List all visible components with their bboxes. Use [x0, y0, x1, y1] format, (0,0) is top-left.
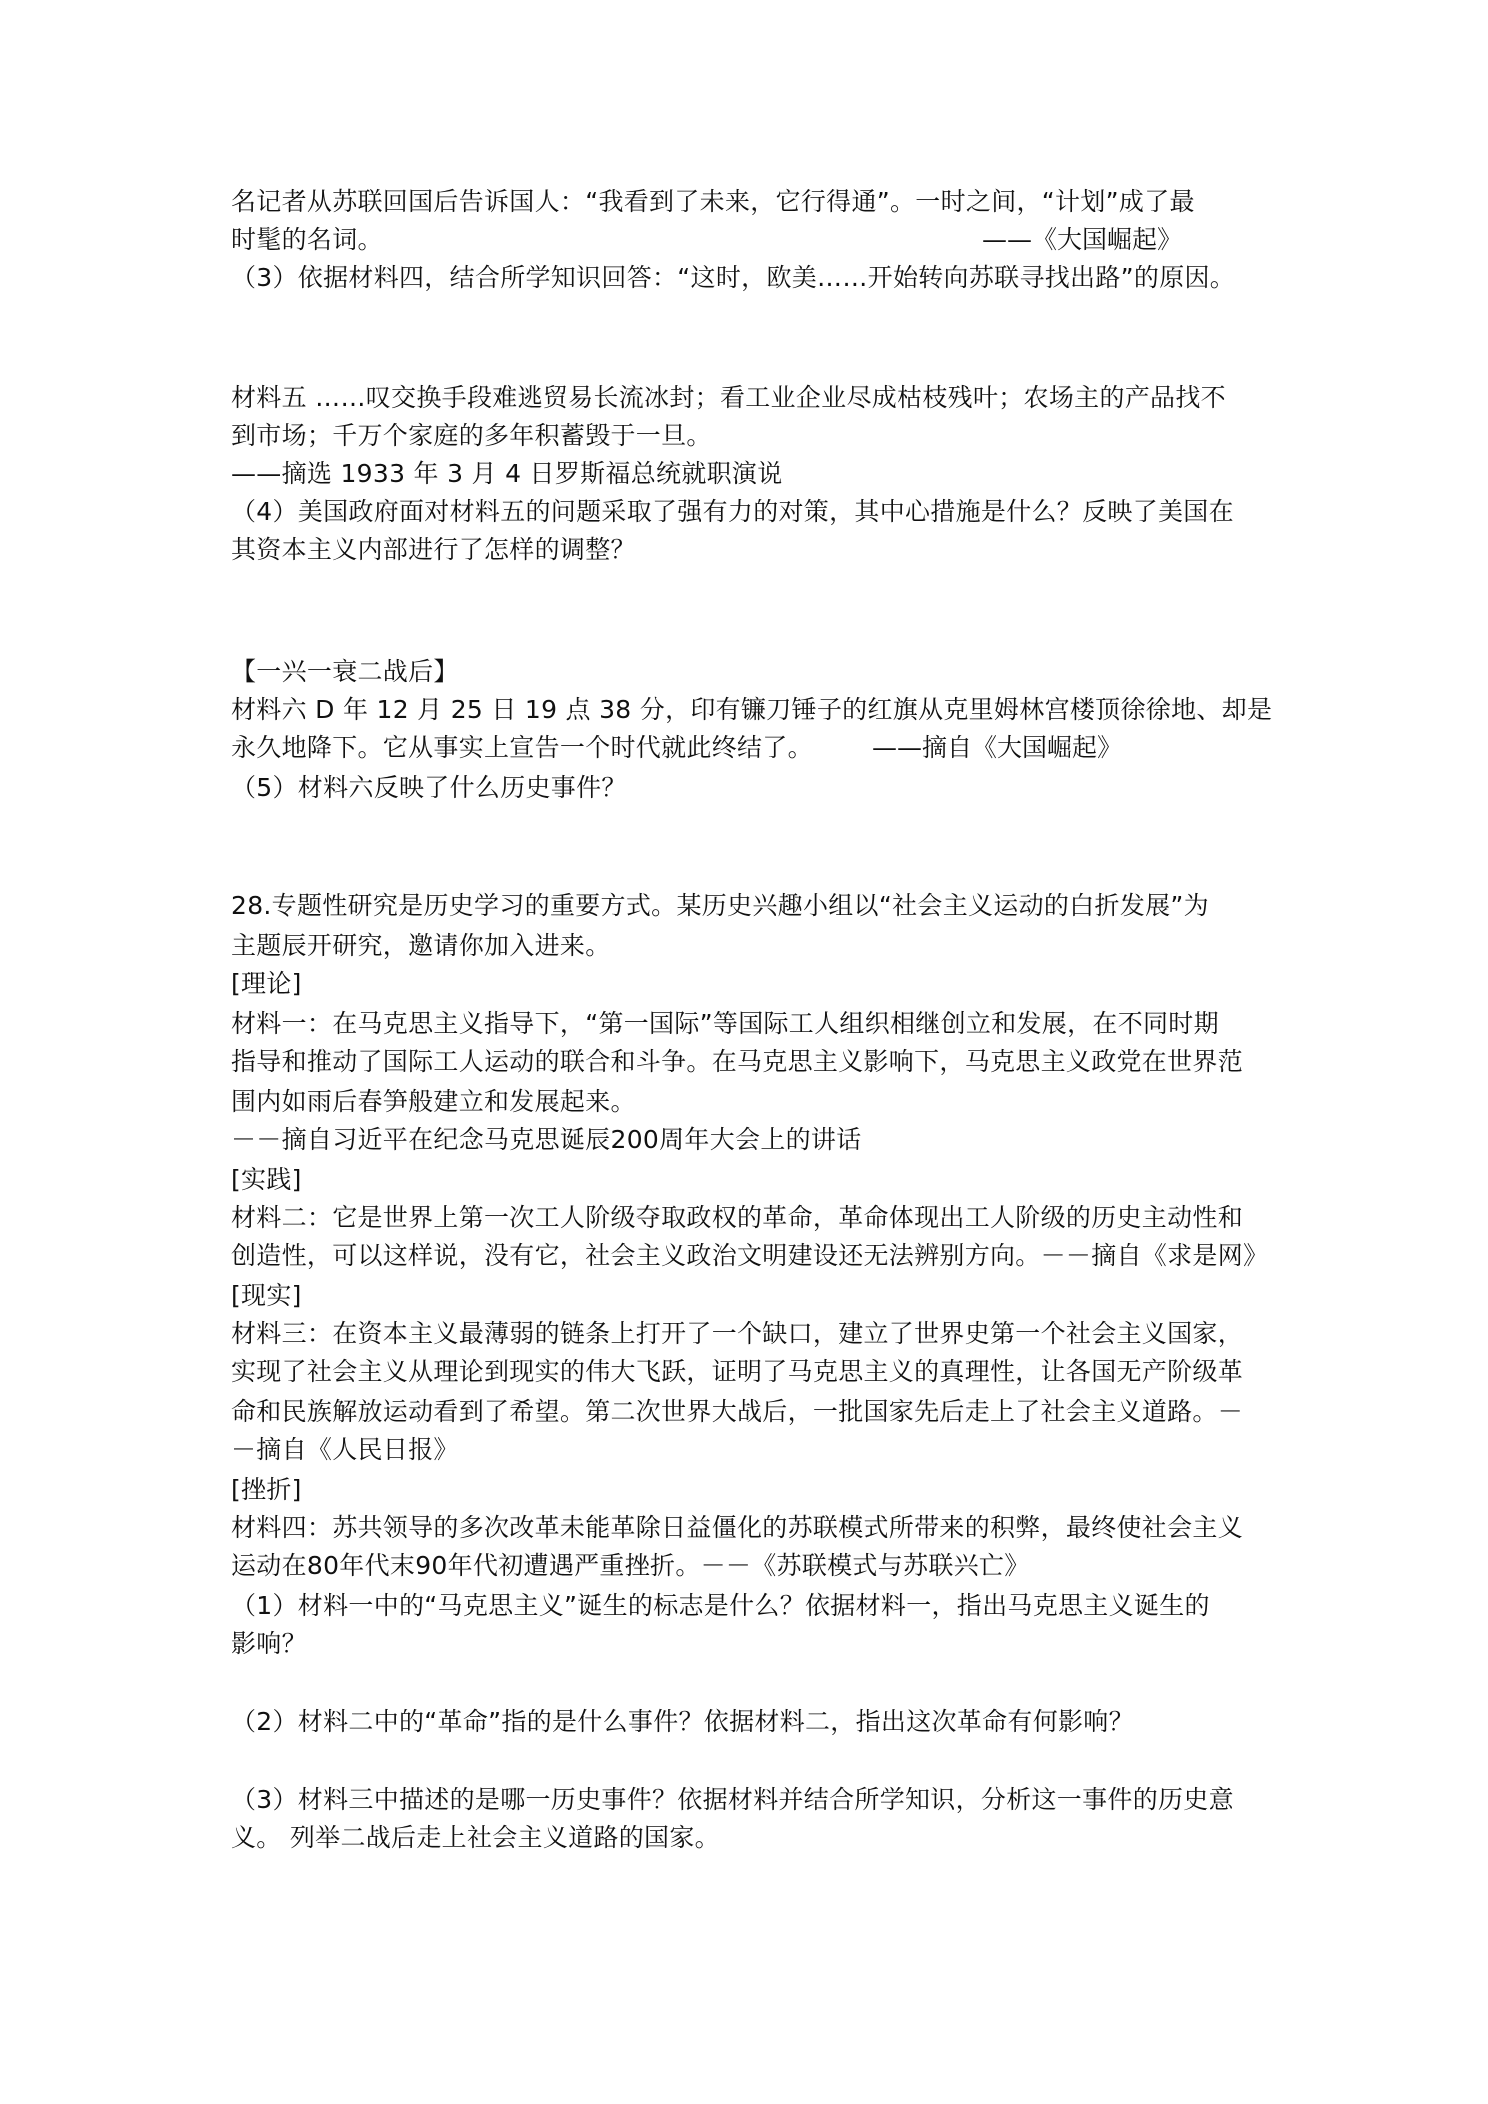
text-line: 命和民族解放运动看到了希望。第二次世界大战后，一批国家先后走上了社会主义道路。－ — [231, 1397, 1244, 1426]
text-line: 实现了社会主义从理论到现实的伟大飞跃，证明了马克思主义的真理性，让各国无产阶级革 — [231, 1357, 1244, 1386]
material-3: 材料三：在资本主义最薄弱的链条上打开了一个缺口，建立了世界史第一个社会主义国家， — [231, 1319, 1244, 1348]
material-6: 材料六 D 年 12 月 25 日 19 点 38 分，印有镰刀锤子的红旗从克里姆林宫楼顶徐徐地、却是 — [231, 695, 1273, 724]
question-28: 28.专题性研究是历史学习的重要方式。某历史兴趣小组以“社会主义运动的白折发展”为 — [231, 891, 1209, 920]
question-5: （5）材料六反映了什么历史事件？ — [231, 773, 627, 802]
material-1: 材料一：在马克思主义指导下，“第一国际”等国际工人组织相继创立和发展，在不同时期 — [231, 1009, 1219, 1038]
citation: ——《大国崛起》 — [982, 225, 1183, 254]
question-3: （3）材料三中描述的是哪一历史事件？依据材料并结合所学知识，分析这一事件的历史意 — [231, 1785, 1234, 1814]
section-label: [现实] — [231, 1281, 302, 1310]
text-line: 义。 列举二战后走上社会主义道路的国家。 — [231, 1823, 720, 1852]
question-2: （2）材料二中的“革命”指的是什么事件？依据材料二，指出这次革命有何影响？ — [231, 1707, 1134, 1736]
text-line: 运动在80年代末90年代初遭遇严重挫折。－－《苏联模式与苏联兴亡》 — [231, 1551, 1030, 1580]
section-label: [实践] — [231, 1165, 302, 1194]
text-line: 时髦的名词。 — [231, 225, 383, 254]
citation: －－摘自习近平在纪念马克思诞辰200周年大会上的讲话 — [231, 1125, 862, 1154]
question-3a: （3）依据材料四，结合所学知识回答：“这时，欧美……开始转向苏联寻找出路”的原因。 — [231, 263, 1236, 292]
text-line: 名记者从苏联回国后告诉国人：“我看到了未来，它行得通”。一时之间，“计划”成了最 — [231, 187, 1195, 216]
text-line: 到市场；千万个家庭的多年积蓄毁于一旦。 — [231, 421, 712, 450]
section-label: [理论] — [231, 969, 302, 998]
section-heading: 【一兴一衰二战后】 — [231, 657, 459, 686]
text-line: 创造性，可以这样说，没有它，社会主义政治文明建设还无法辨别方向。－－摘自《求是网》 — [231, 1241, 1269, 1270]
material-4: 材料四：苏共领导的多次改革未能革除日益僵化的苏联模式所带来的积弊，最终使社会主义 — [231, 1513, 1244, 1542]
section-label: [挫折] — [231, 1475, 302, 1504]
material-5: 材料五 ……叹交换手段难逃贸易长流冰封；看工业企业尽成枯枝残叶；农场主的产品找不 — [231, 383, 1226, 412]
citation: ——摘自《大国崛起》 — [872, 733, 1123, 762]
text-line: 其资本主义内部进行了怎样的调整？ — [231, 535, 636, 564]
text-line: 主题辰开研究，邀请你加入进来。 — [231, 931, 611, 960]
text-line: 围内如雨后春笋般建立和发展起来。 — [231, 1087, 636, 1116]
question-4: （4）美国政府面对材料五的问题采取了强有力的对策，其中心措施是什么？反映了美国在 — [231, 497, 1234, 526]
citation: ——摘选 1933 年 3 月 4 日罗斯福总统就职演说 — [231, 459, 783, 488]
citation: －摘自《人民日报》 — [231, 1435, 459, 1464]
text-line: 影响？ — [231, 1629, 307, 1658]
material-2: 材料二：它是世界上第一次工人阶级夺取政权的革命，革命体现出工人阶级的历史主动性和 — [231, 1203, 1244, 1232]
text-line: 指导和推动了国际工人运动的联合和斗争。在马克思主义影响下，马克思主义政党在世界范 — [231, 1047, 1244, 1076]
text-line: 永久地降下。它从事实上宣告一个时代就此终结了。 — [231, 733, 813, 762]
question-1: （1）材料一中的“马克思主义”诞生的标志是什么？依据材料一，指出马克思主义诞生的 — [231, 1591, 1210, 1620]
